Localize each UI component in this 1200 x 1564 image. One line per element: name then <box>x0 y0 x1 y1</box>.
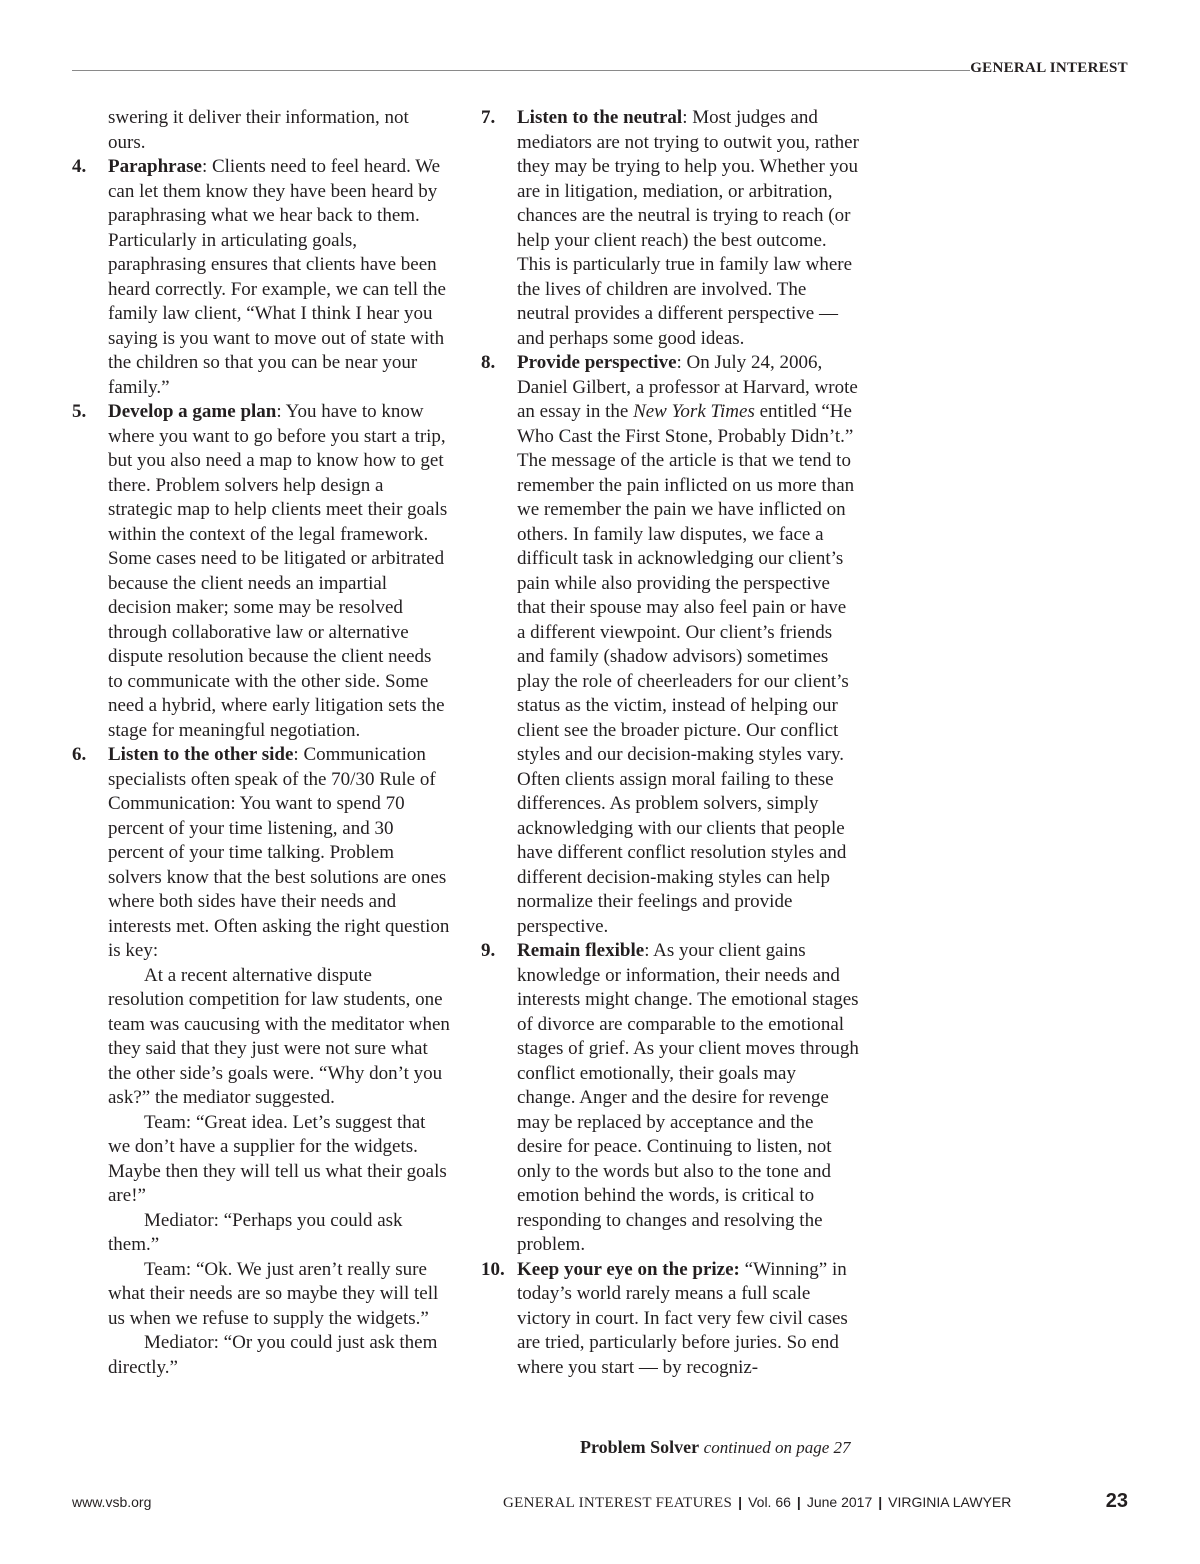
item-heading: Listen to the neutral <box>517 107 683 128</box>
list-item <box>481 351 859 939</box>
right-column <box>481 106 859 1380</box>
footer-publication: VIRGINIA LAWYER <box>888 1494 1012 1510</box>
publication-title: New York Times <box>633 401 755 422</box>
item-heading: Paraphrase <box>108 156 202 177</box>
item-number: 4. <box>72 156 87 177</box>
story-paragraph: Team: “Great idea. Let’s suggest that we don’t have a supplier for the widgets. Maybe then they will tell us what their goals are!” <box>108 1111 447 1206</box>
item-text: : Most judges and mediators are not trying to outwit you, rather they may be trying to help you. Whether you are in litigation, mediation, or arbitration, chances are the neutral is trying to reach (or help your client reach) the best outcome. This is particularly true in family law where the lives of children are involved. The neutral provides a different perspective — and perhaps some good ideas. <box>517 107 859 349</box>
continued-page: continued on page 27 <box>703 1438 851 1457</box>
header-rule <box>72 70 970 71</box>
item-number: 6. <box>72 744 87 765</box>
page-number: 23 <box>1105 1490 1128 1512</box>
footer-separator: | <box>878 1494 883 1510</box>
item-text: : As your client gains knowledge or information, their needs and interests might change. The emotional stages of divorce are comparable to the emotional stages of grief. As your client moves through conflict emotionally, their goals may change. Anger and the desire for revenge may be replaced by acceptance and the desire for peace. Continuing to listen, not only to the words but also to the tone and emotion behind the words, is critical to responding to changes and resolving the problem. <box>517 940 859 1255</box>
item-text: : Communication specialists often speak of the 70/30 Rule of Communication: You want to spend 70 percent of your time listening, and 30 percent of your time talking. Problem solvers know that the best solutions are ones where both sides have their needs and interests met. Often asking the right question is key: <box>108 744 450 961</box>
footer-section: GENERAL INTEREST FEATURES <box>503 1495 733 1511</box>
item-number: 10. <box>481 1258 505 1280</box>
list-item <box>481 1258 859 1381</box>
intro-paragraph: swering it deliver their information, not ours. <box>108 107 409 153</box>
story-paragraph: Mediator: “Perhaps you could ask them.” <box>108 1209 403 1255</box>
footer-url: www.vsb.org <box>72 1494 152 1510</box>
footer-separator: | <box>796 1494 801 1510</box>
item-text: “Winning” in today’s world rarely means a full scale victory in court. In fact very few civil cases are tried, particularly before juries. So end where you start — by recogniz- <box>517 1258 848 1378</box>
item-heading: Keep your eye on the prize: <box>517 1258 740 1280</box>
list-item <box>481 939 859 1258</box>
list-item <box>481 106 859 351</box>
list-item <box>72 400 450 743</box>
footer-date: June 2017 <box>806 1494 873 1510</box>
footer-volume: Vol. 66 <box>748 1494 791 1510</box>
continuation-note <box>580 1437 851 1458</box>
footer-info <box>503 1494 1011 1512</box>
story-paragraph: At a recent alternative dispute resolution competition for law students, one team was caucusing with the meditator when they said that they just were not sure what the other side’s goals were. “Why don’t you ask?” the mediator suggested. <box>108 964 450 1108</box>
continued-title: Problem Solver <box>580 1437 700 1457</box>
story-paragraph: Mediator: “Or you could just ask them directly.” <box>108 1332 438 1378</box>
item-heading: Remain flexible <box>517 940 645 961</box>
list-item <box>72 743 450 964</box>
left-column <box>72 106 450 1380</box>
story-paragraph: Team: “Ok. We just aren’t really sure what their needs are so maybe they will tell us when we refuse to supply the widgets.” <box>108 1258 439 1329</box>
item-text: : On July 24, 2006, Daniel Gilbert, a professor at Harvard, wrote an essay in the <box>517 352 858 422</box>
section-label: GENERAL INTEREST <box>970 60 1128 76</box>
item-text: : Clients need to feel heard. We can let them know they have been heard by paraphrasing what we hear back to them. Particularly in articulating goals, paraphrasing ensures that clients have been heard correctly. For example, we can tell the family law client, “What I think I hear you saying is you want to move out of state with the children so that you can be near your family.” <box>108 156 446 398</box>
item-number: 7. <box>481 107 496 128</box>
item-text: entitled “He Who Cast the First Stone, Probably Didn’t.” The message of the article is that we tend to remember the pain inflicted on us more than we remember the pain we have inflicted on others. In family law disputes, we face a difficult task in acknowledging our client’s pain while also providing the perspective that their spouse may also feel pain or have a different viewpoint. Our client’s friends and family (shadow advisors) sometimes play the role of cheerleaders for our client’s status as the victim, instead of helping our client see the broader picture. Our conflict styles and our decision-making styles vary. Often clients assign moral failing to these differences. As problem solvers, simply acknowledging with our clients that people have different conflict resolution styles and different decision-making styles can help normalize their feelings and provide perspective. <box>517 401 855 937</box>
item-heading: Listen to the other side <box>108 744 294 765</box>
item-text: : You have to know where you want to go before you start a trip, but you also need a map to know how to get there. Problem solvers help design a strategic map to help clients meet their goals within the context of the legal framework. Some cases need to be litigated or arbitrated because the client needs an impartial decision maker; some may be resolved through collaborative law or alternative dispute resolution because the client needs to communicate with the other side. Some need a hybrid, where early litigation sets the stage for meaningful negotiation. <box>108 401 448 741</box>
footer-separator: | <box>738 1494 743 1510</box>
list-item <box>72 155 450 400</box>
item-number: 9. <box>481 940 496 961</box>
item-heading: Provide perspective <box>517 352 677 373</box>
item-number: 5. <box>72 401 87 422</box>
item-heading: Develop a game plan <box>108 401 277 422</box>
item-number: 8. <box>481 352 496 373</box>
